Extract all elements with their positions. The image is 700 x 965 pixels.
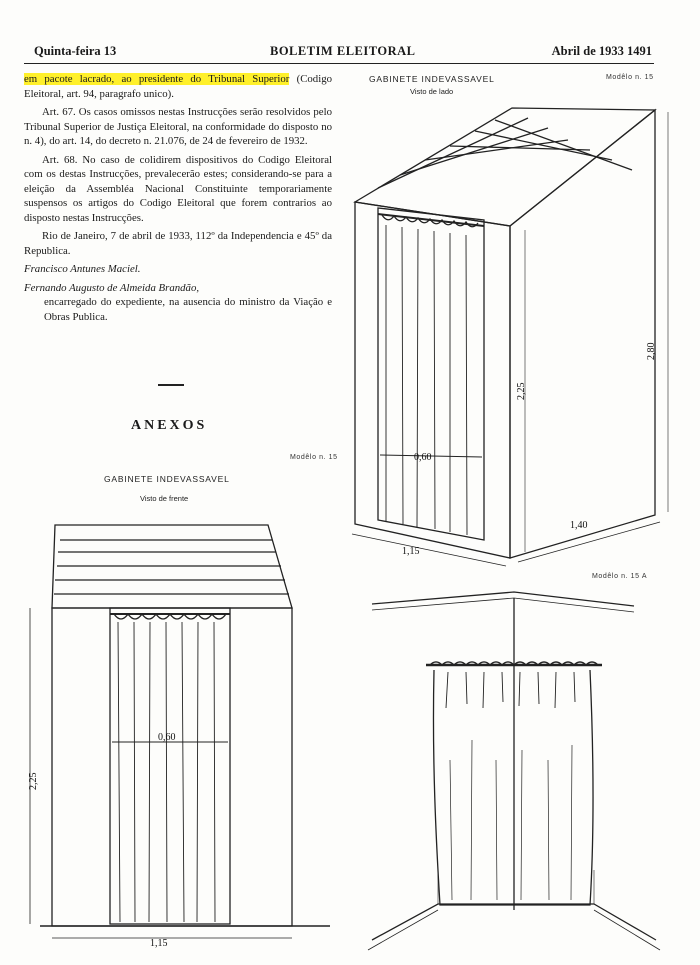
- side-dim-width: 0,60: [414, 452, 432, 463]
- front-dim-height: 2,25: [28, 772, 39, 790]
- side-title: GABINETE INDEVASSAVEL: [369, 74, 495, 84]
- front-subtitle: Visto de frente: [140, 494, 189, 503]
- front-dim-base: 1,15: [150, 938, 168, 949]
- paragraph-rest: (Codigo Eleitoral, art. 94, paragrafo unico).: [24, 73, 332, 100]
- side-subtitle: Visto de lado: [410, 87, 454, 96]
- side-view-drawing: [352, 108, 668, 566]
- side-dim-height-back: 2,80: [646, 342, 657, 360]
- corner-model-label: Modêlo n. 15 A: [592, 573, 648, 580]
- side-model-label: Modêlo n. 15: [606, 74, 654, 81]
- side-dim-height-front: 2,25: [516, 382, 527, 400]
- header-date-page: Abril de 1933 1491: [551, 44, 652, 58]
- header-day: Quinta-feira 13: [34, 44, 117, 58]
- article-68: Art. 68. No caso de colidirem dispositivos do Codigo Eleitoral com os destas Instrucções, prevalecerão estes; considerando-se para a eleição da Assembléa Nacional Constituinte temporariamente suspensos os artigos do Codigo Eleitoral que forem contrarios ao disposto nestas Instrucções.: [24, 153, 332, 224]
- side-dim-depth: 1,40: [570, 520, 588, 531]
- front-title: GABINETE INDEVASSAVEL: [104, 474, 230, 484]
- front-dim-width: 0,60: [158, 732, 176, 743]
- corner-view-drawing: [368, 592, 660, 950]
- signature-2-name: Fernando Augusto de Almeida Brandão,: [24, 281, 200, 294]
- highlighted-text: em pacote lacrado, ao presidente do Tribunal Superior: [24, 73, 290, 85]
- front-view-drawing: [30, 525, 330, 938]
- article-67: Art. 67. Os casos omissos nestas Instrucções serão resolvidos pelo Tribunal Superior de Justiça Eleitoral, na conformidade do disposto no n. 4), do art. 14, do decreto n. 21.076, de 24 de fevereiro de 1932.: [24, 106, 332, 147]
- date-line: Rio de Janeiro, 7 de abril de 1933, 112º da Independencia e 45º da Republica.: [24, 230, 332, 257]
- signature-1: Francisco Antunes Maciel.: [24, 263, 141, 275]
- front-model-label: Modêlo n. 15: [290, 454, 338, 461]
- annex-heading: ANEXOS: [131, 418, 208, 433]
- side-dim-base: 1,15: [402, 546, 420, 557]
- signature-2-role: encarregado do expediente, na ausencia do ministro da Viação e Obras Publica.: [44, 296, 332, 323]
- header-publication: BOLETIM ELEITORAL: [270, 44, 416, 58]
